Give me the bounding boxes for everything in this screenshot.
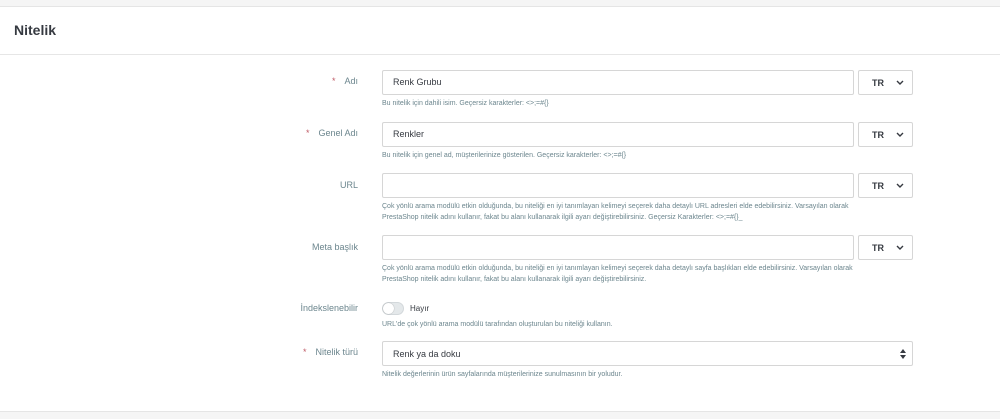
url-label: URL xyxy=(339,180,358,190)
meta-title-help-line-2: PrestaShop nitelik adını kullanır, fakat bu alanı kullanarak ilgili ayarı değiştirebilirsiniz. xyxy=(382,276,647,283)
attribute-type-label xyxy=(303,347,358,357)
name-lang-dropdown[interactable] xyxy=(858,70,913,95)
public-name-input[interactable]: Renkler xyxy=(382,122,854,147)
indexable-toggle[interactable] xyxy=(382,302,404,315)
sort-arrows-icon xyxy=(900,349,906,359)
attribute-type-select[interactable] xyxy=(382,341,913,366)
required-marker: * xyxy=(331,76,336,86)
name-label-text: Adı xyxy=(344,76,358,86)
indexable-state: Hayır xyxy=(410,304,430,313)
attribute-type-help: Nitelik değerlerinin ürün sayfalarında müşterilerinize sunulmasının bir yoludur. xyxy=(382,371,623,378)
required-marker: * xyxy=(302,347,307,357)
chevron-down-icon xyxy=(896,245,904,251)
chevron-down-icon xyxy=(896,183,904,189)
public-name-label xyxy=(306,128,358,138)
indexable-help: URL'de çok yönlü arama modülü tarafından oluşturulan bu niteliği kullanın. xyxy=(382,321,613,328)
url-input[interactable] xyxy=(382,173,854,198)
name-label xyxy=(332,76,358,86)
indexable-label: İndekslenebilir xyxy=(300,303,358,313)
attribute-type-value: Renk ya da doku xyxy=(393,349,461,359)
card-title: Nitelik xyxy=(14,22,57,38)
lang-code: TR xyxy=(872,78,884,88)
meta-title-label: Meta başlık xyxy=(311,242,358,252)
meta-title-help-line-1: Çok yönlü arama modülü etkin olduğunda, bu niteliği en iyi tanımlayan kelimeyi seçerek daha detaylı sayfa başlıkları elde edebilirsiniz. Varsayılan olarak xyxy=(382,265,853,272)
chevron-down-icon xyxy=(896,80,904,86)
public-name-help: Bu nitelik için genel ad, müşterilerinize gösterilen. Geçersiz karakterler: <>;=#{} xyxy=(382,152,627,159)
name-input[interactable]: Renk Grubu xyxy=(382,70,854,95)
attribute-type-label-text: Nitelik türü xyxy=(315,347,358,357)
meta-title-input[interactable] xyxy=(382,235,854,260)
url-lang-dropdown[interactable] xyxy=(858,173,913,198)
attribute-card xyxy=(0,6,1000,412)
name-help: Bu nitelik için dahili isim. Geçersiz karakterler: <>;=#{} xyxy=(382,100,549,107)
chevron-down-icon xyxy=(896,132,904,138)
card-header xyxy=(0,7,1000,55)
lang-code: TR xyxy=(872,181,884,191)
url-help-line-2: PrestaShop nitelik adını kullanır, fakat bu alanı kullanarak ilgili ayarı değiştirebilirsiniz. Geçersiz Karakterler: <>;=#{}_ xyxy=(382,214,743,221)
public-name-lang-dropdown[interactable] xyxy=(858,122,913,147)
lang-code: TR xyxy=(872,243,884,253)
lang-code: TR xyxy=(872,130,884,140)
toggle-knob xyxy=(383,303,394,314)
url-help-line-1: Çok yönlü arama modülü etkin olduğunda, bu niteliği en iyi tanımlayan kelimeyi seçerek daha detaylı URL adresleri elde edebilirsiniz. Varsayılan olarak xyxy=(382,203,849,210)
meta-title-lang-dropdown[interactable] xyxy=(858,235,913,260)
required-marker: * xyxy=(305,128,310,138)
public-name-label-text: Genel Adı xyxy=(318,128,358,138)
